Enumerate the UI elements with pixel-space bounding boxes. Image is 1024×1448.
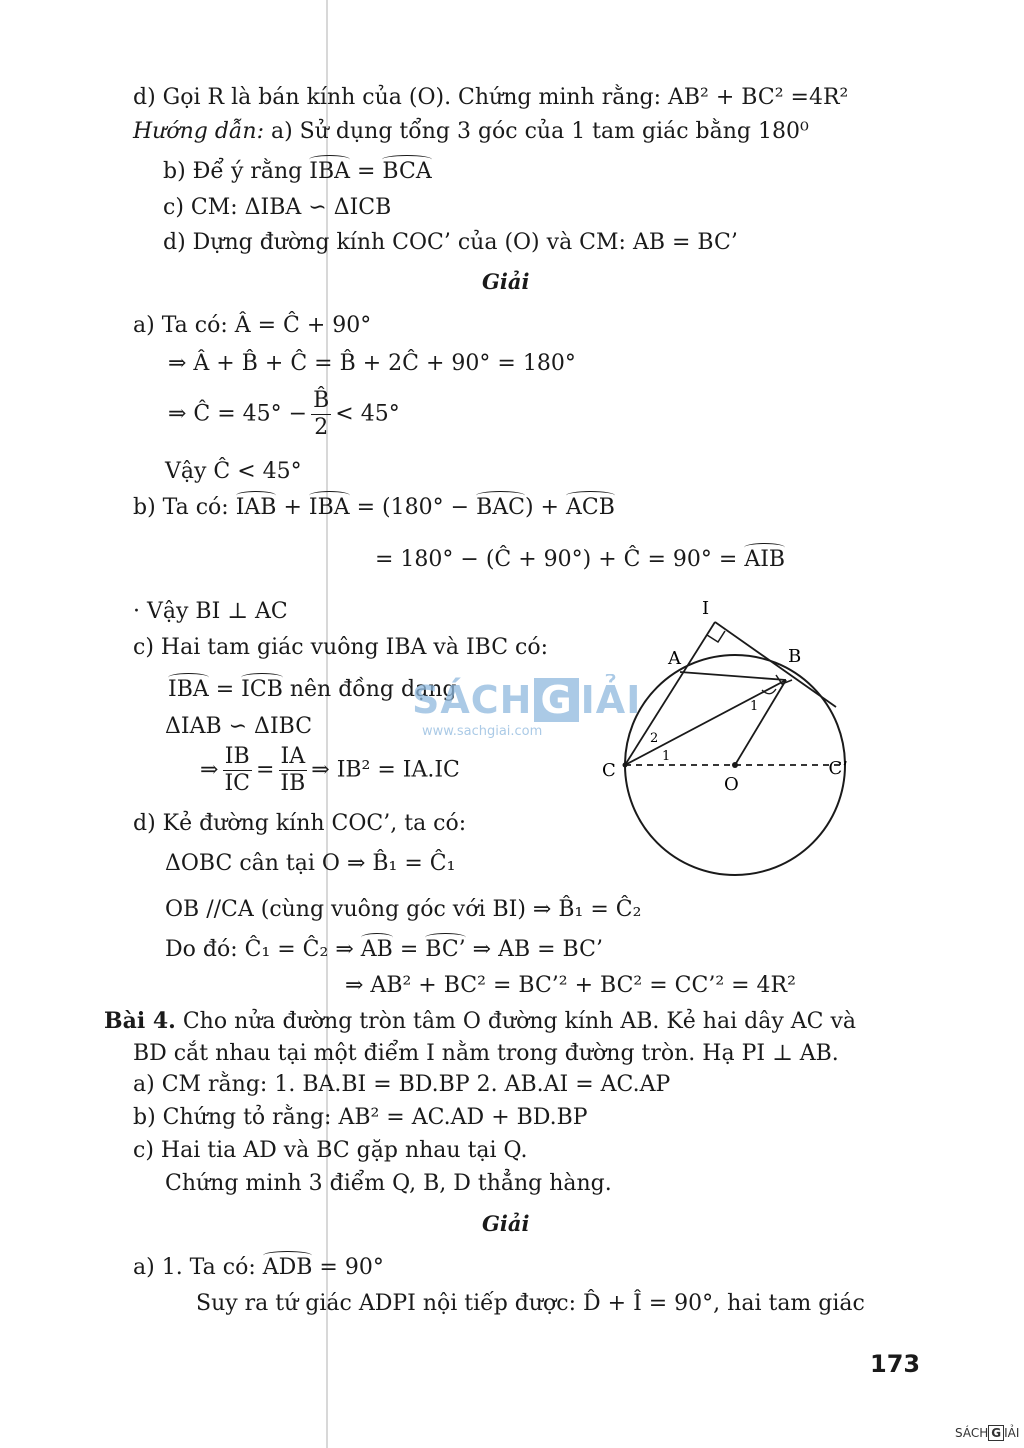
label-angle-c1: 1 bbox=[662, 749, 671, 764]
fraction-numerator: B̂ bbox=[313, 388, 330, 413]
plus: + bbox=[276, 495, 309, 520]
label-c: C bbox=[602, 760, 616, 781]
sol-d4-pre: Do đó: Ĉ₁ = Ĉ₂ ⇒ bbox=[165, 937, 361, 962]
sol-c2-post: nên đồng dạng bbox=[282, 677, 457, 702]
arc: AB bbox=[360, 937, 393, 962]
sol4-line1 bbox=[133, 1254, 384, 1282]
sol-c-line3: ΔIAB ∽ ΔIBC bbox=[165, 714, 313, 739]
fraction bbox=[222, 744, 252, 797]
hint-line-c: c) CM: ΔIBA ∽ ΔICB bbox=[163, 195, 392, 220]
sol-a-line1: a) Ta có: Â = Ĉ + 90° bbox=[133, 313, 372, 338]
chord-cb bbox=[625, 680, 786, 765]
point-c bbox=[623, 763, 628, 768]
exercise-4-b: b) Chứng tỏ rằng: AB² = AC.AD + BD.BP bbox=[133, 1105, 588, 1130]
equals: = bbox=[350, 159, 383, 184]
tangent-ib bbox=[715, 622, 836, 707]
hint-line-a bbox=[133, 118, 809, 146]
angle-arc: BAC bbox=[476, 495, 525, 520]
angle-arc: ADB bbox=[262, 1255, 313, 1280]
page-number: 173 bbox=[870, 1350, 921, 1378]
sol-a-line3 bbox=[168, 388, 400, 441]
sol-b1-mid: = (180° − bbox=[349, 495, 477, 520]
exercise-4-a: a) CM rằng: 1. BA.BI = BD.BP 2. AB.AI = AC.AP bbox=[133, 1072, 671, 1097]
sol-b1-pre: b) Ta có: bbox=[133, 495, 236, 520]
footer-left: SÁCH bbox=[955, 1426, 989, 1440]
label-o: O bbox=[724, 774, 739, 795]
label-angle-c2: 2 bbox=[650, 731, 659, 746]
sol-d4-post: ⇒ AB = BC’ bbox=[465, 937, 603, 962]
geometry-figure bbox=[590, 590, 850, 890]
sol-b1-mid2: ) + bbox=[524, 495, 566, 520]
exercise-4-c2: Chứng minh 3 điểm Q, B, D thẳng hàng. bbox=[165, 1171, 612, 1196]
fraction-numerator: IB bbox=[224, 744, 250, 769]
sol-a-line4: Vậy Ĉ < 45° bbox=[165, 459, 302, 484]
label-c-prime: C’ bbox=[828, 758, 848, 779]
angle-arc: AIB bbox=[744, 547, 786, 572]
fraction-denominator: 2 bbox=[314, 415, 329, 440]
sol-a-line2: ⇒ Â + B̂ + Ĉ = B̂ + 2Ĉ + 90° = 180° bbox=[168, 351, 576, 376]
angle-arc: ACB bbox=[565, 495, 615, 520]
sol4-line2: Suy ra tứ giác ADPI nội tiếp được: D̂ + Î = 90°, hai tam giác bbox=[196, 1291, 865, 1316]
equals: = bbox=[392, 937, 426, 962]
label-angle-b1: 1 bbox=[750, 699, 759, 714]
center-point-o bbox=[732, 762, 738, 768]
sol-c4-post: ⇒ IB² = IA.IC bbox=[311, 757, 460, 783]
fraction-denominator: IC bbox=[224, 771, 250, 796]
watermark-g: G bbox=[534, 678, 578, 722]
watermark-left: SÁCH bbox=[412, 678, 533, 722]
fraction-denominator: IB bbox=[280, 771, 306, 796]
sol-b-line1 bbox=[133, 494, 615, 522]
solution-heading: Giải bbox=[482, 269, 530, 294]
label-a: A bbox=[668, 648, 681, 669]
hint-b-text: b) Để ý rằng bbox=[163, 159, 310, 184]
watermark bbox=[412, 678, 641, 739]
angle-arc: ICB bbox=[241, 677, 283, 702]
sol-a3-post: < 45° bbox=[335, 401, 400, 427]
angle-arc: IBA bbox=[308, 495, 350, 520]
sol-d-line2: ΔOBC cân tại O ⇒ B̂₁ = Ĉ₁ bbox=[165, 851, 456, 876]
angle-arc: IBA bbox=[168, 677, 209, 702]
footer-logo bbox=[955, 1425, 1019, 1441]
angle-arc: IBA bbox=[309, 159, 350, 184]
sol-b2-pre: = 180° − (Ĉ + 90°) + Ĉ = 90° = bbox=[375, 547, 745, 572]
sol-d-line3: OB //CA (cùng vuông góc với BI) ⇒ B̂₁ = Ĉ₂ bbox=[165, 897, 642, 922]
sol-b-line2 bbox=[375, 546, 785, 574]
chord-ab bbox=[680, 672, 786, 680]
equals: = bbox=[255, 757, 275, 783]
fraction-numerator: IA bbox=[280, 744, 306, 769]
sol-c-line1: c) Hai tam giác vuông IBA và IBC có: bbox=[133, 635, 549, 660]
exercise-4-line1 bbox=[104, 1007, 856, 1036]
angle-arc: IAB bbox=[235, 495, 277, 520]
sol-d-line5: ⇒ AB² + BC² = BC’² + BC² = CC’² = 4R² bbox=[345, 973, 796, 998]
footer-box: G bbox=[988, 1425, 1004, 1441]
sol-a3-pre: ⇒ Ĉ = 45° − bbox=[168, 401, 308, 427]
arc: BC’ bbox=[425, 937, 466, 962]
footer-right: IẢI bbox=[1004, 1426, 1020, 1440]
exercise-label: Bài 4. bbox=[104, 1008, 176, 1034]
angle-arc: BCA bbox=[382, 159, 432, 184]
exercise-4-c: c) Hai tia AD và BC gặp nhau tại Q. bbox=[133, 1138, 528, 1163]
label-i: I bbox=[702, 598, 710, 619]
hint-line-d: d) Dựng đường kính COC’ của (O) và CM: AB = BC’ bbox=[163, 230, 738, 255]
fraction bbox=[311, 388, 331, 441]
sol-d-line4 bbox=[165, 936, 603, 964]
right-angle-mark-i bbox=[707, 631, 725, 642]
implies: ⇒ bbox=[200, 757, 219, 783]
watermark-url: www.sachgiai.com bbox=[422, 724, 543, 739]
sol-b-line3: · Vậy BI ⊥ AC bbox=[133, 599, 288, 624]
sol4-post: = 90° bbox=[312, 1255, 384, 1280]
fraction bbox=[278, 744, 307, 797]
exercise-4-line2: BD cắt nhau tại một điểm I nằm trong đường tròn. Hạ PI ⊥ AB. bbox=[133, 1041, 839, 1066]
hint-a-text: a) Sử dụng tổng 3 góc của 1 tam giác bằng 180⁰ bbox=[264, 119, 809, 144]
sol4-pre: a) 1. Ta có: bbox=[133, 1255, 263, 1280]
hint-label: Hướng dẫn: bbox=[133, 119, 264, 144]
prove-statement-d: d) Gọi R là bán kính của (O). Chứng minh rằng: AB² + BC² =4R² bbox=[133, 85, 849, 110]
solution-heading-2: Giải bbox=[482, 1211, 530, 1236]
hint-line-b bbox=[163, 158, 432, 186]
sol-d-line1: d) Kẻ đường kính COC’, ta có: bbox=[133, 811, 467, 836]
exercise-text: Cho nửa đường tròn tâm O đường kính AB. Kẻ hai dây AC và bbox=[175, 1009, 856, 1034]
watermark-logo bbox=[412, 678, 641, 722]
sol-c-line4 bbox=[200, 744, 460, 797]
label-b: B bbox=[788, 646, 802, 667]
equals: = bbox=[208, 677, 242, 702]
watermark-right: IẢI bbox=[580, 678, 642, 722]
